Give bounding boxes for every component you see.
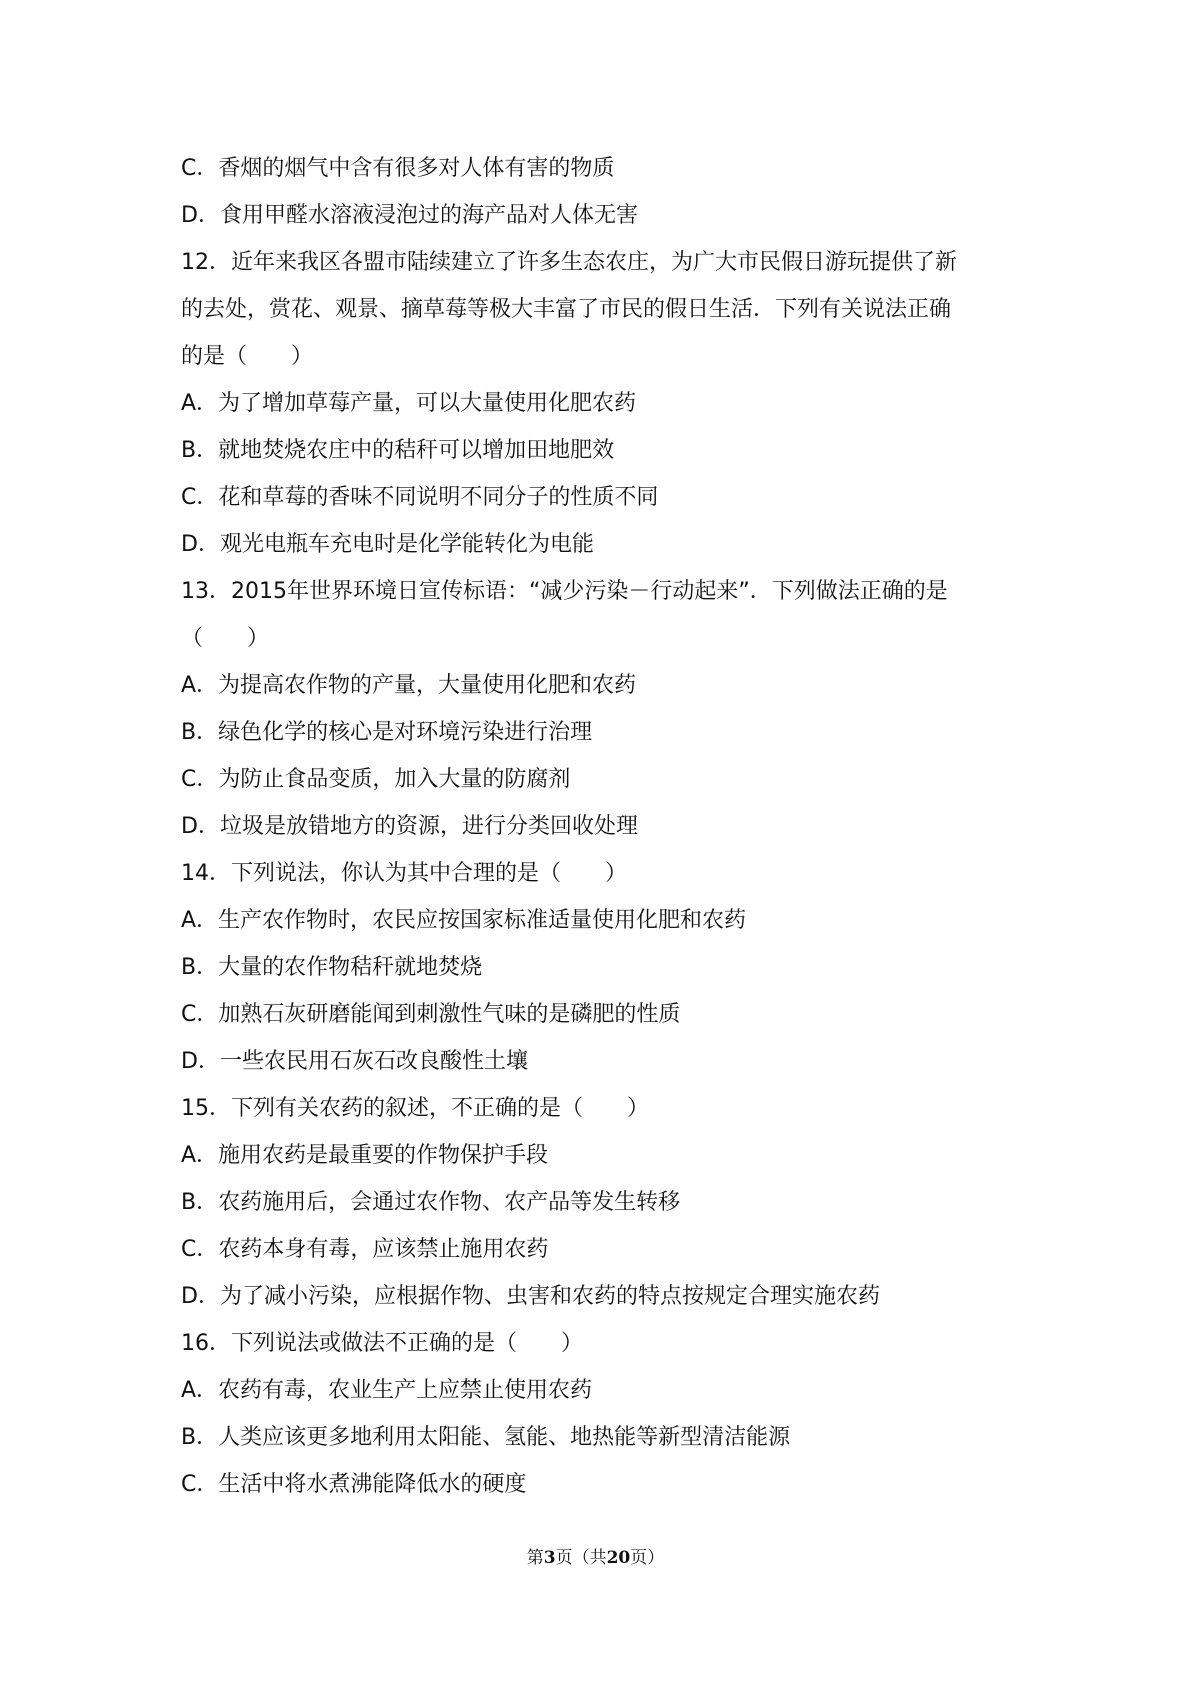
option-a: A．为了增加草莓产量，可以大量使用化肥农药 <box>181 391 637 416</box>
text-line: D．食用甲醛水溶液浸泡过的海产品对人体无害 <box>181 203 638 228</box>
option-d: D．为了减小污染，应根据作物、虫害和农药的特点按规定合理实施农药 <box>181 1284 880 1309</box>
footer-prefix: 第 <box>526 1548 544 1568</box>
option-c: C．为防止食品变质，加入大量的防腐剂 <box>181 767 571 792</box>
footer-total-pages: 20 <box>606 1548 631 1568</box>
question-14-stem: 14．下列说法，你认为其中合理的是（ ） <box>181 861 627 886</box>
text-line: C．香烟的烟气中含有很多对人体有害的物质 <box>181 156 615 181</box>
option-a: A．施用农药是最重要的作物保护手段 <box>181 1143 549 1168</box>
option-d: D．一些农民用石灰石改良酸性土壤 <box>181 1049 528 1074</box>
question-13-stem: 13．2015年世界环境日宣传标语：“减少污染－行动起来”．下列做法正确的是 <box>181 579 948 604</box>
text-line: 的去处，赏花、观景、摘草莓等极大丰富了市民的假日生活．下列有关说法正确 <box>181 297 952 322</box>
option-a: A．为提高农作物的产量，大量使用化肥和农药 <box>181 673 637 698</box>
page-footer <box>0 1543 1191 1568</box>
option-b: B．农药施用后，会通过农作物、农产品等发生转移 <box>181 1190 681 1215</box>
option-a: A．生产农作物时，农民应按国家标准适量使用化肥和农药 <box>181 908 747 933</box>
option-b: B．人类应该更多地利用太阳能、氢能、地热能等新型清洁能源 <box>181 1425 791 1450</box>
footer-middle: 页（共 <box>555 1548 607 1568</box>
option-d: D．垃圾是放错地方的资源，进行分类回收处理 <box>181 814 638 839</box>
question-content <box>181 145 1021 1508</box>
question-15-stem: 15．下列有关农药的叙述，不正确的是（ ） <box>181 1096 649 1121</box>
question-16-stem: 16．下列说法或做法不正确的是（ ） <box>181 1331 583 1356</box>
option-a: A．农药有毒，农业生产上应禁止使用农药 <box>181 1378 593 1403</box>
option-b: B．就地焚烧农庄中的秸秆可以增加田地肥效 <box>181 438 615 463</box>
option-b: B．大量的农作物秸秆就地焚烧 <box>181 955 483 980</box>
text-line: 的是（ ） <box>181 344 314 369</box>
option-c: C．花和草莓的香味不同说明不同分子的性质不同 <box>181 485 659 510</box>
text-line: （ ） <box>181 626 270 651</box>
question-12-stem: 12．近年来我区各盟市陆续建立了许多生态农庄，为广大市民假日游玩提供了新 <box>181 250 957 275</box>
option-c: C．加熟石灰研磨能闻到刺激性气味的是磷肥的性质 <box>181 1002 681 1027</box>
option-d: D．观光电瓶车充电时是化学能转化为电能 <box>181 532 594 557</box>
option-b: B．绿色化学的核心是对环境污染进行治理 <box>181 720 593 745</box>
footer-page-number: 3 <box>543 1548 556 1568</box>
option-c: C．农药本身有毒，应该禁止施用农药 <box>181 1237 549 1262</box>
option-c: C．生活中将水煮沸能降低水的硬度 <box>181 1472 527 1497</box>
footer-suffix: 页） <box>630 1548 665 1568</box>
